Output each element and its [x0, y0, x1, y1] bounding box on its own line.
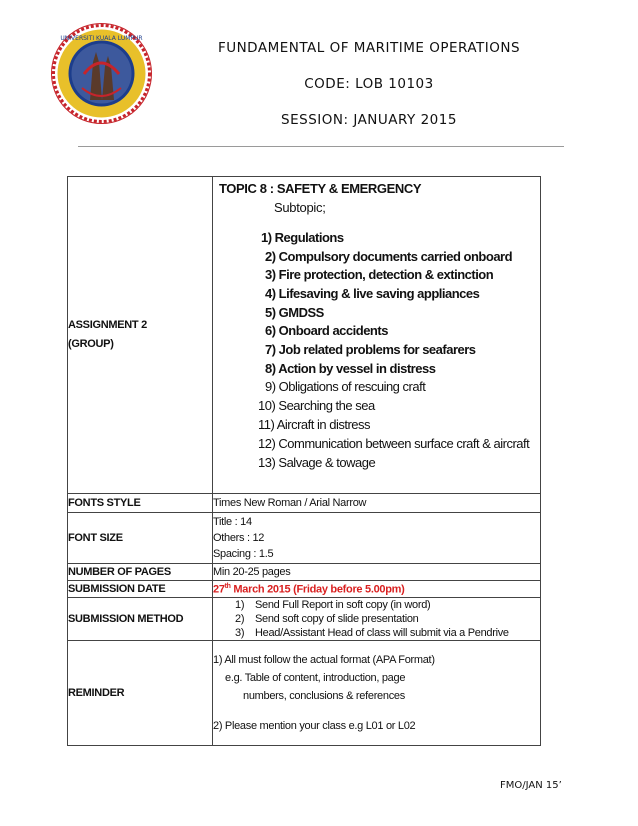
subtopic-item: 10) Searching the sea — [258, 398, 375, 413]
method-list — [213, 598, 540, 640]
method-item: 1) Send Full Report in soft copy (in word) — [235, 599, 431, 611]
topic-title: TOPIC 8 : SAFETY & EMERGENCY — [219, 181, 422, 196]
submission-method-values — [213, 598, 541, 641]
font-size-spacing: Spacing : 1.5 — [213, 548, 274, 560]
header-divider — [78, 146, 564, 147]
pages-value: Min 20-25 pages — [213, 564, 541, 581]
pages-row — [68, 564, 541, 581]
font-size-row — [68, 513, 541, 564]
svg-text:UNIVERSITI KUALA LUMPUR: UNIVERSITI KUALA LUMPUR — [60, 35, 143, 42]
subtopic-item: 8) Action by vessel in distress — [265, 361, 436, 376]
group-label: (GROUP) — [68, 338, 114, 350]
assignment-label: ASSIGNMENT 2 — [68, 319, 147, 331]
submission-date-value — [213, 581, 541, 598]
assignment-label-cell — [68, 177, 213, 494]
font-size-others: Others : 12 — [213, 532, 265, 544]
reminder-line: 2) Please mention your class e.g L01 or L02 — [213, 720, 416, 732]
submission-date-label: SUBMISSION DATE — [68, 581, 213, 598]
fonts-style-value: Times New Roman / Arial Narrow — [213, 494, 541, 513]
subtopic-item: 9) Obligations of rescuing craft — [265, 379, 426, 394]
date-day: 27 — [213, 583, 225, 596]
method-item: 2) Send soft copy of slide presentation — [235, 613, 419, 625]
font-size-label: FONT SIZE — [68, 513, 213, 564]
subtopic-item: 4) Lifesaving & live saving appliances — [265, 286, 480, 301]
subtopic-label: Subtopic; — [274, 200, 326, 215]
method-item: 3) Head/Assistant Head of class will submit via a Pendrive — [235, 627, 509, 639]
subtopic-item: 12) Communication between surface craft & aircraft — [258, 436, 530, 451]
subtopic-item: 13) Salvage & towage — [258, 455, 376, 470]
subtopic-item: 6) Onboard accidents — [265, 323, 388, 338]
reminder-line: e.g. Table of content, introduction, page — [225, 672, 406, 684]
footer-code: FMO/JAN 15’ — [500, 780, 562, 791]
subtopic-item: 2) Compulsory documents carried onboard — [265, 249, 513, 264]
university-logo — [50, 22, 153, 125]
subtopic-item: 11) Aircraft in distress — [258, 417, 371, 432]
font-size-title: Title : 14 — [213, 516, 252, 528]
reminder-line: numbers, conclusions & references — [243, 690, 405, 702]
course-code: CODE: LOB 10103 — [304, 76, 434, 92]
subtopic-item: 1) Regulations — [261, 230, 344, 245]
reminder-values — [213, 641, 541, 746]
subtopic-item: 5) GMDSS — [265, 305, 324, 320]
reminder-line: 1) All must follow the actual format (APA Format) — [213, 654, 435, 666]
reminder-label: REMINDER — [68, 641, 213, 746]
assignment-table — [67, 176, 541, 746]
reminder-spacer — [213, 705, 540, 717]
date-suffix: th — [224, 582, 231, 590]
fonts-style-label: FONTS STYLE — [68, 494, 213, 513]
course-session: SESSION: JANUARY 2015 — [281, 112, 457, 128]
topic-cell — [213, 177, 541, 494]
seal-icon — [50, 22, 153, 125]
submission-date-row — [68, 581, 541, 598]
subtopic-item: 3) Fire protection, detection & extinction — [265, 267, 494, 282]
assignment-row — [68, 177, 541, 494]
course-title: FUNDAMENTAL OF MARITIME OPERATIONS — [217, 40, 521, 56]
subtopic-item: 7) Job related problems for seafarers — [265, 342, 476, 357]
reminder-row — [68, 641, 541, 746]
submission-method-label: SUBMISSION METHOD — [68, 598, 213, 641]
submission-method-row — [68, 598, 541, 641]
pages-label: NUMBER OF PAGES — [68, 564, 213, 581]
fonts-style-row — [68, 494, 541, 513]
font-size-values — [213, 513, 541, 564]
date-rest: March 2015 (Friday before 5.00pm) — [230, 583, 405, 596]
